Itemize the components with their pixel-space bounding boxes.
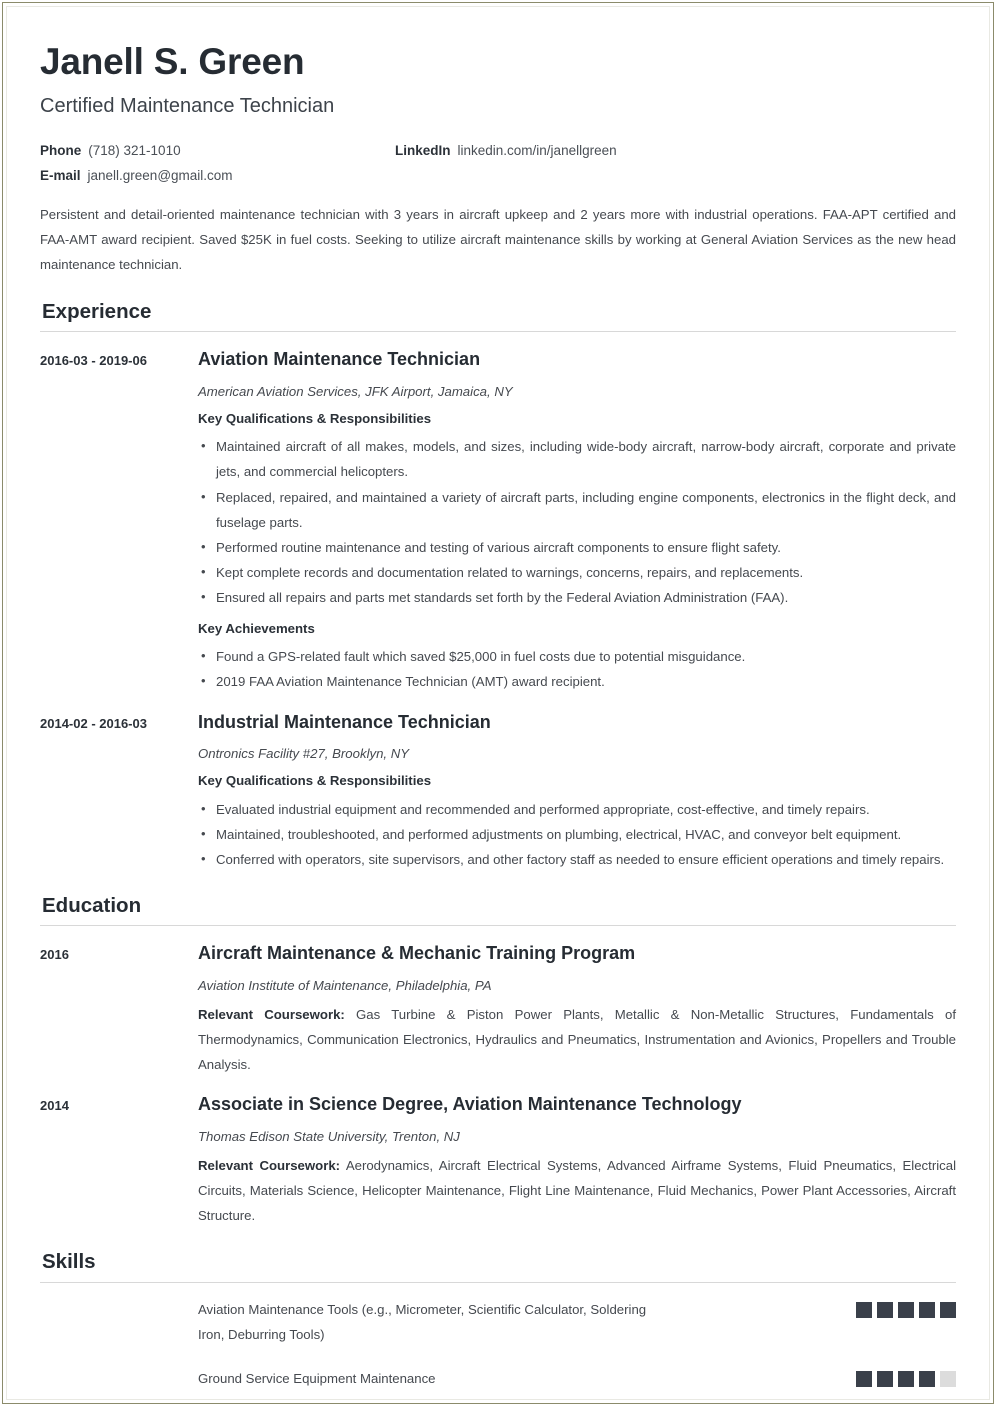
contact-block xyxy=(40,143,956,183)
contact-row xyxy=(40,143,956,158)
rating-square-filled xyxy=(877,1371,893,1387)
section-divider xyxy=(40,925,956,926)
section-skills xyxy=(40,1250,956,1391)
section-divider xyxy=(40,331,956,332)
section-title-education: Education xyxy=(42,893,142,917)
education-entry xyxy=(40,942,956,1077)
skill-name: Aviation Maintenance Tools (e.g., Micrometer, Scientific Calculator, Soldering Iron, Deburring Tools) xyxy=(198,1301,647,1342)
rating-square-filled xyxy=(940,1302,956,1318)
section-title-skills: Skills xyxy=(42,1249,96,1273)
rating-square-filled xyxy=(919,1302,935,1318)
bullet-item: • Ensured all repairs and parts met standards set forth by the Federal Aviation Administration (FAA). xyxy=(198,585,956,610)
experience-group-heading: Key Achievements xyxy=(198,620,315,636)
contact-email[interactable] xyxy=(40,168,395,183)
education-entry-title: Aircraft Maintenance & Mechanic Training Program xyxy=(198,943,636,964)
contact-label-linkedin: LinkedIn xyxy=(395,142,451,158)
contact-label-phone: Phone xyxy=(40,142,82,158)
skills-list xyxy=(40,1297,956,1391)
experience-entry xyxy=(40,348,956,694)
contact-value-email[interactable]: janell.green@gmail.com xyxy=(87,167,233,183)
education-entry-date: 2014 xyxy=(40,1098,69,1114)
experience-bullet-list xyxy=(198,644,956,694)
experience-entry-date: 2016-03 - 2019-06 xyxy=(40,353,147,369)
section-experience xyxy=(40,300,956,872)
education-coursework xyxy=(198,1153,956,1228)
section-divider xyxy=(40,1282,956,1283)
rating-square-filled xyxy=(898,1302,914,1318)
education-entry-title: Associate in Science Degree, Aviation Maintenance Technology xyxy=(198,1094,742,1115)
education-entry-body xyxy=(198,1093,956,1228)
experience-bullet-list xyxy=(198,797,956,872)
rating-square-filled xyxy=(856,1302,872,1318)
contact-linkedin[interactable] xyxy=(395,143,617,158)
coursework-value: Gas Turbine & Piston Power Plants, Metallic & Non-Metallic Structures, Fundamentals of Thermodynamics, Communication Electronics, Hydraulics and Pneumatics, Instrumentation and Avionics, Propellers and Trouble Analysis. xyxy=(198,1006,956,1073)
skill-rating xyxy=(856,1297,956,1318)
experience-bullet-list xyxy=(198,434,956,610)
coursework-label: Relevant Coursework: xyxy=(198,1006,345,1022)
experience-entry-body xyxy=(198,711,956,872)
contact-value-phone: (718) 321-1010 xyxy=(88,142,181,158)
experience-entry xyxy=(40,711,956,872)
section-education xyxy=(40,894,956,1228)
rating-square-empty xyxy=(940,1371,956,1387)
experience-entry-employer: American Aviation Services, JFK Airport, Jamaica, NY xyxy=(198,383,513,399)
skill-row xyxy=(40,1297,956,1347)
skill-rating xyxy=(856,1366,956,1387)
coursework-value: Aerodynamics, Aircraft Electrical Systems, Advanced Airframe Systems, Fluid Pneumatics, Electrical Circuits, Materials Science, Helicopter Maintenance, Flight Line Maintenance, Fluid Mechanics, Power Plant Accessories, Aircraft Structure. xyxy=(198,1157,956,1223)
rating-square-filled xyxy=(856,1371,872,1387)
experience-group-heading: Key Qualifications & Responsibilities xyxy=(198,773,432,789)
skill-row xyxy=(40,1366,956,1391)
rating-square-filled xyxy=(919,1371,935,1387)
bullet-item: • Kept complete records and documentation related to warnings, concerns, repairs, and replacements. xyxy=(198,560,956,585)
coursework-label: Relevant Coursework: xyxy=(198,1157,341,1173)
experience-entry-date: 2014-02 - 2016-03 xyxy=(40,715,147,731)
education-coursework xyxy=(198,1002,956,1077)
professional-summary: Persistent and detail-oriented maintenance technician with 3 years in aircraft upkeep and 2 years more with industrial operations. FAA-APT certified and FAA-AMT award recipient. Saved $25K in fuel costs. Seeking to utilize aircraft maintenance skills by working at General Aviation Services as the new head maintenance technician. xyxy=(40,206,956,273)
bullet-item: • Conferred with operators, site supervisors, and other factory staff as needed to ensure efficient operations and timely repairs. xyxy=(198,847,956,872)
bullet-item: • Maintained, troubleshooted, and performed adjustments on plumbing, electrical, HVAC, and conveyor belt equipment. xyxy=(198,822,956,847)
candidate-job-title: Certified Maintenance Technician xyxy=(40,94,335,117)
bullet-item: • Found a GPS-related fault which saved $25,000 in fuel costs due to potential misguidance. xyxy=(198,644,956,669)
experience-entry-employer: Ontronics Facility #27, Brooklyn, NY xyxy=(198,745,410,761)
rating-square-filled xyxy=(898,1371,914,1387)
experience-group-heading: Key Qualifications & Responsibilities xyxy=(198,410,432,426)
resume-header xyxy=(40,0,956,278)
education-entry xyxy=(40,1093,956,1228)
resume-content xyxy=(40,0,956,1406)
education-entry-school: Aviation Institute of Maintenance, Philadelphia, PA xyxy=(198,977,492,993)
contact-value-linkedin[interactable]: linkedin.com/in/janellgreen xyxy=(457,142,617,158)
contact-phone xyxy=(40,143,395,158)
rating-square-filled xyxy=(877,1302,893,1318)
bullet-item: • Evaluated industrial equipment and recommended and performed appropriate, cost-effective, and timely repairs. xyxy=(198,797,956,822)
contact-label-email: E-mail xyxy=(40,167,81,183)
candidate-name: Janell S. Green xyxy=(40,41,305,82)
bullet-item: • Replaced, repaired, and maintained a variety of aircraft parts, including engine components, electronics in the flight deck, and fuselage parts. xyxy=(198,485,956,535)
experience-entry-body xyxy=(198,348,956,694)
experience-entry-title: Aviation Maintenance Technician xyxy=(198,349,481,370)
education-entry-body xyxy=(198,942,956,1077)
education-entry-school: Thomas Edison State University, Trenton, NJ xyxy=(198,1128,460,1144)
bullet-item: • Performed routine maintenance and testing of various aircraft components to ensure flight safety. xyxy=(198,535,956,560)
bullet-item: • Maintained aircraft of all makes, models, and sizes, including wide-body aircraft, narrow-body aircraft, corporate and private jets, and commercial helicopters. xyxy=(198,434,956,484)
skill-name: Ground Service Equipment Maintenance xyxy=(198,1370,436,1386)
education-entry-date: 2016 xyxy=(40,947,69,963)
bullet-item: • 2019 FAA Aviation Maintenance Technician (AMT) award recipient. xyxy=(198,669,956,694)
section-title-experience: Experience xyxy=(42,299,152,323)
contact-row xyxy=(40,168,956,183)
experience-entry-title: Industrial Maintenance Technician xyxy=(198,711,491,732)
